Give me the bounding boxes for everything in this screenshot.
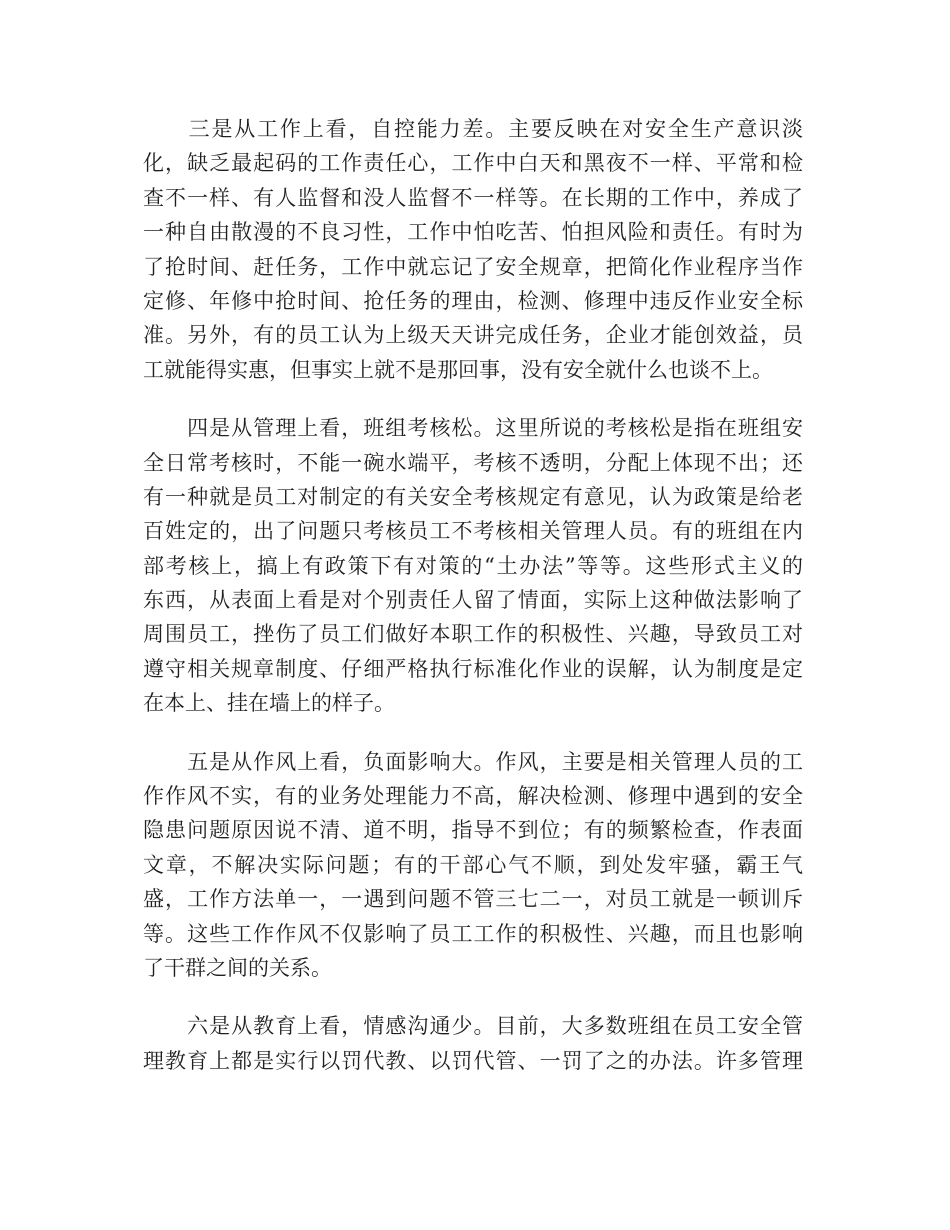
paragraph-style — [143, 745, 803, 986]
text-line: 有一种就是员工对制定的有关安全考核规定有意见，认为政策是给老 — [143, 484, 803, 509]
text-line: 东西，从表面上看是对个别责任人留了情面，实际上这种做法影响了 — [143, 588, 803, 613]
text-line: 工就能得实惠，但事实上就不是那回事，没有安全就什么也谈不上。 — [143, 357, 773, 382]
text-line: 隐患问题原因说不清、道不明，指导不到位；有的频繁检查，作表面 — [143, 818, 803, 843]
text-line: 遵守相关规章制度、仔细严格执行标准化作业的误解，认为制度是定 — [143, 656, 803, 681]
text-line: 一种自由散漫的不良习性，工作中怕吃苦、怕担风险和责任。有时为 — [143, 220, 803, 245]
paragraph-work — [143, 112, 803, 387]
text-line: 盛，工作方法单一，一遇到问题不管三七二一，对员工就是一顿训斥 — [143, 887, 803, 912]
paragraph-education — [143, 1009, 803, 1078]
text-line: 在本上、挂在墙上的样子。 — [143, 691, 395, 716]
text-line: 了抢时间、赶任务，工作中就忘记了安全规章，把简化作业程序当作 — [143, 254, 803, 279]
paragraph-spacer — [143, 387, 803, 411]
text-line: 文章，不解决实际问题；有的干部心气不顺，到处发牢骚，霸王气 — [143, 852, 803, 877]
text-line: 周围员工，挫伤了员工们做好本职工作的积极性、兴趣，导致员工对 — [143, 622, 803, 647]
text-line: 理教育上都是实行以罚代教、以罚代管、一罚了之的办法。许多管理 — [143, 1048, 803, 1073]
text-line: 等。这些工作作风不仅影响了员工工作的积极性、兴趣，而且也影响 — [143, 921, 803, 946]
text-line: 了干群之间的关系。 — [143, 955, 332, 980]
paragraph-spacer — [143, 985, 803, 1009]
text-line: 四是从管理上看，班组考核松。这里所说的考核松是指在班组安 — [143, 416, 803, 441]
text-line: 六是从教育上看，情感沟通少。目前，大多数班组在员工安全管 — [143, 1014, 803, 1039]
text-line: 作作风不实，有的业务处理能力不高，解决检测、修理中遇到的安全 — [143, 784, 803, 809]
text-line: 查不一样、有人监督和没人监督不一样等。在长期的工作中，养成了 — [143, 185, 803, 210]
text-line: 三是从工作上看，自控能力差。主要反映在对安全生产意识淡 — [143, 117, 803, 141]
text-line: 部考核上，搞上有政策下有对策的“土办法”等等。这些形式主义的 — [143, 553, 803, 578]
text-line: 准。另外，有的员工认为上级天天讲完成任务，企业才能创效益，员 — [143, 323, 803, 348]
paragraph-management — [143, 411, 803, 721]
document-body — [143, 112, 803, 1078]
text-line: 百姓定的，出了问题只考核员工不考核相关管理人员。有的班组在内 — [143, 519, 803, 544]
text-line: 全日常考核时，不能一碗水端平，考核不透明，分配上体现不出；还 — [143, 450, 803, 475]
text-line: 定修、年修中抢时间、抢任务的理由，检测、修理中违反作业安全标 — [143, 288, 803, 313]
paragraph-spacer — [143, 721, 803, 745]
text-line: 五是从作风上看，负面影响大。作风，主要是相关管理人员的工 — [143, 749, 803, 774]
text-line: 化，缺乏最起码的工作责任心，工作中白天和黑夜不一样、平常和检 — [143, 151, 803, 176]
